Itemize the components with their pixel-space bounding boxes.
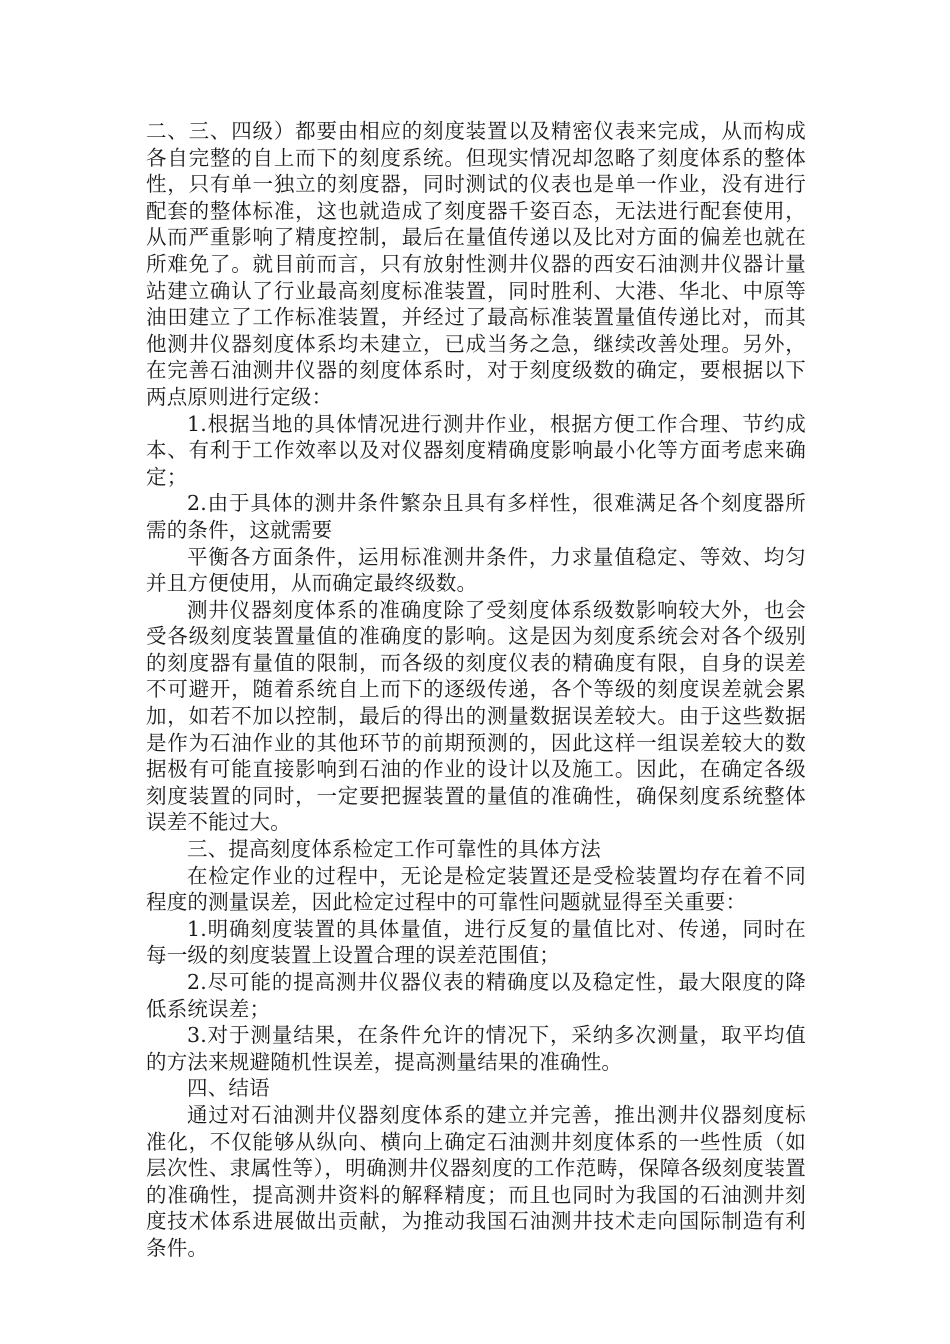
paragraph-method-2: 2.尽可能的提高测井仪器仪表的精确度以及稳定性，最大限度的降低系统误差；: [146, 970, 806, 1021]
paragraph-principle-1: 1.根据当地的具体情况进行测井作业，根据方便工作合理、节约成本、有利于工作效率以及对仪器刻度精确度影响最小化等方面考虑来确定；: [146, 411, 806, 489]
paragraph-intro-continued: 二、三、四级）都要由相应的刻度装置以及精密仪表来完成，从而构成各自完整的自上而下的刻度系统。但现实情况却忽略了刻度体系的整体性，只有单一独立的刻度器，同时测试的仪表也是单一作业，没有进行配套的整体标准，这也就造成了刻度器千姿百态，无法进行配套使用，从而严重影响了精度控制，最后在量值传递以及比对方面的偏差也就在所难免了。就目前而言，只有放射性测井仪器的西安石油测井仪器计量站建立确认了行业最高刻度标准装置，同时胜利、大港、华北、中原等油田建立了工作标准装置，并经过了最高标准装置量值传递比对，而其他测井仪器刻度体系均未建立，已成当务之急，继续改善处理。另外，在完善石油测井仪器的刻度体系时，对于刻度级数的确定，要根据以下两点原则进行定级：: [146, 119, 806, 409]
section-heading-4: 四、结语: [187, 1076, 270, 1101]
paragraph-method-3: 3.对于测量结果，在条件允许的情况下，采纳多次测量，取平均值的方法来规避随机性误差，提高测量结果的准确性。: [146, 1023, 806, 1074]
paragraph-accuracy: 测井仪器刻度体系的准确度除了受刻度体系级数影响较大外，也会受各级刻度装置量值的准确度的影响。这是因为刻度系统会对各个级别的刻度器有量值的限制，而各级的刻度仪表的精确度有限，自身的误差不可避开，随着系统自上而下的逐级传递，各个等级的刻度误差就会累加，如若不加以控制，最后的得出的测量数据误差较大。由于这些数据是作为石油作业的其他环节的前期预测的，因此这样一组误差较大的数据极有可能直接影响到石油的作业的设计以及施工。因此，在确定各级刻度装置的同时，一定要把握装置的量值的准确性，确保刻度系统整体误差不能过大。: [146, 597, 806, 835]
paragraph-method-1: 1.明确刻度装置的具体量值，进行反复的量值比对、传递，同时在每一级的刻度装置上设置合理的误差范围值；: [146, 916, 806, 968]
paragraph-verification-intro: 在检定作业的过程中，无论是检定装置还是受检装置均存在着不同程度的测量误差，因此检定过程中的可靠性问题就显得至关重要：: [146, 863, 806, 915]
paragraph-balance-conditions: 平衡各方面条件，运用标准测井条件，力求量值稳定、等效、均匀并且方便使用，从而确定最终级数。: [146, 544, 806, 596]
section-heading-3: 三、提高刻度体系检定工作可靠性的具体方法: [187, 837, 601, 862]
document-body: [146, 118, 806, 1262]
paragraph-conclusion: 通过对石油测井仪器刻度体系的建立并完善，推出测井仪器刻度标准化，不仅能够从纵向、横向上确定石油测井刻度体系的一些性质（如层次性、隶属性等），明确测井仪器刻度的工作范畴，保障各级刻度装置的准确性，提高测井资料的解释精度；而且也同时为我国的石油测井刻度技术体系进展做出贡献，为推动我国石油测井技术走向国际制造有利条件。: [146, 1102, 806, 1260]
paragraph-principle-2: 2.由于具体的测井条件繁杂且具有多样性，很难满足各个刻度器所需的条件，这就需要: [146, 491, 806, 542]
